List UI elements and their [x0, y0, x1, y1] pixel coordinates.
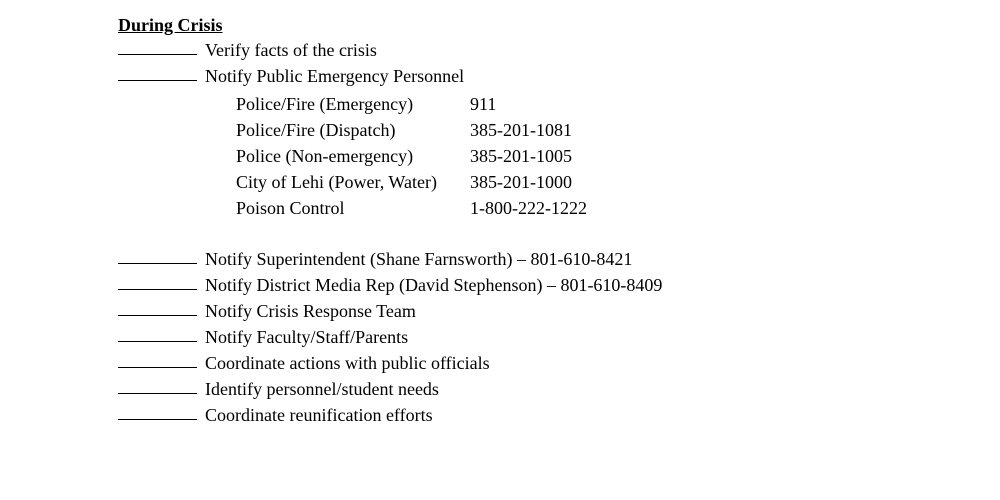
checkbox-blank-line: [118, 298, 197, 316]
checklist-item: [118, 376, 978, 402]
section-heading: During Crisis: [118, 15, 223, 35]
checklist-item-text: Verify facts of the crisis: [205, 40, 377, 60]
checklist-item-text: Identify personnel/student needs: [205, 379, 439, 399]
checklist-top: [118, 37, 978, 89]
checklist-item: [118, 350, 978, 376]
contact-name: Police/Fire (Dispatch): [236, 120, 396, 140]
checklist-item-text: Notify Superintendent (Shane Farnsworth) – 801-610-8421: [205, 249, 633, 269]
checklist-item: [118, 402, 978, 428]
contact-name: City of Lehi (Power, Water): [236, 172, 437, 192]
checklist-item-text: Notify District Media Rep (David Stephenson) – 801-610-8409: [205, 275, 663, 295]
contact-number: 911: [470, 94, 497, 114]
contact-number: 385-201-1000: [470, 172, 572, 192]
checkbox-blank-line: [118, 376, 197, 394]
contact-number: 385-201-1081: [470, 120, 572, 140]
checklist-item: [118, 298, 978, 324]
contact-row: [236, 143, 587, 169]
checklist-item: [118, 324, 978, 350]
contact-name: Poison Control: [236, 198, 345, 218]
checklist-item-text: Coordinate actions with public officials: [205, 353, 490, 373]
checkbox-blank-line: [118, 350, 197, 368]
emergency-contacts-table: [236, 91, 587, 221]
checklist-item: [118, 63, 978, 89]
checkbox-blank-line: [118, 246, 197, 264]
checkbox-blank-line: [118, 63, 197, 81]
contact-number: 385-201-1005: [470, 146, 572, 166]
checklist-item-text: Notify Crisis Response Team: [205, 301, 416, 321]
checkbox-blank-line: [118, 324, 197, 342]
checklist-item-text: Coordinate reunification efforts: [205, 405, 433, 425]
checkbox-blank-line: [118, 37, 197, 55]
checklist-bottom: [118, 246, 978, 428]
checkbox-blank-line: [118, 402, 197, 420]
contact-name: Police (Non-emergency): [236, 146, 414, 166]
contact-row: [236, 91, 587, 117]
checkbox-blank-line: [118, 272, 197, 290]
checklist-item: [118, 272, 978, 298]
contact-row: [236, 117, 587, 143]
contact-number: 1-800-222-1222: [470, 198, 587, 218]
checklist-item-text: Notify Faculty/Staff/Parents: [205, 327, 409, 347]
checklist-item-text: Notify Public Emergency Personnel: [205, 66, 465, 86]
contact-row: [236, 169, 587, 195]
contact-name: Police/Fire (Emergency): [236, 94, 414, 114]
checklist-item: [118, 37, 978, 63]
checklist-item: [118, 246, 978, 272]
contact-row: [236, 195, 587, 221]
